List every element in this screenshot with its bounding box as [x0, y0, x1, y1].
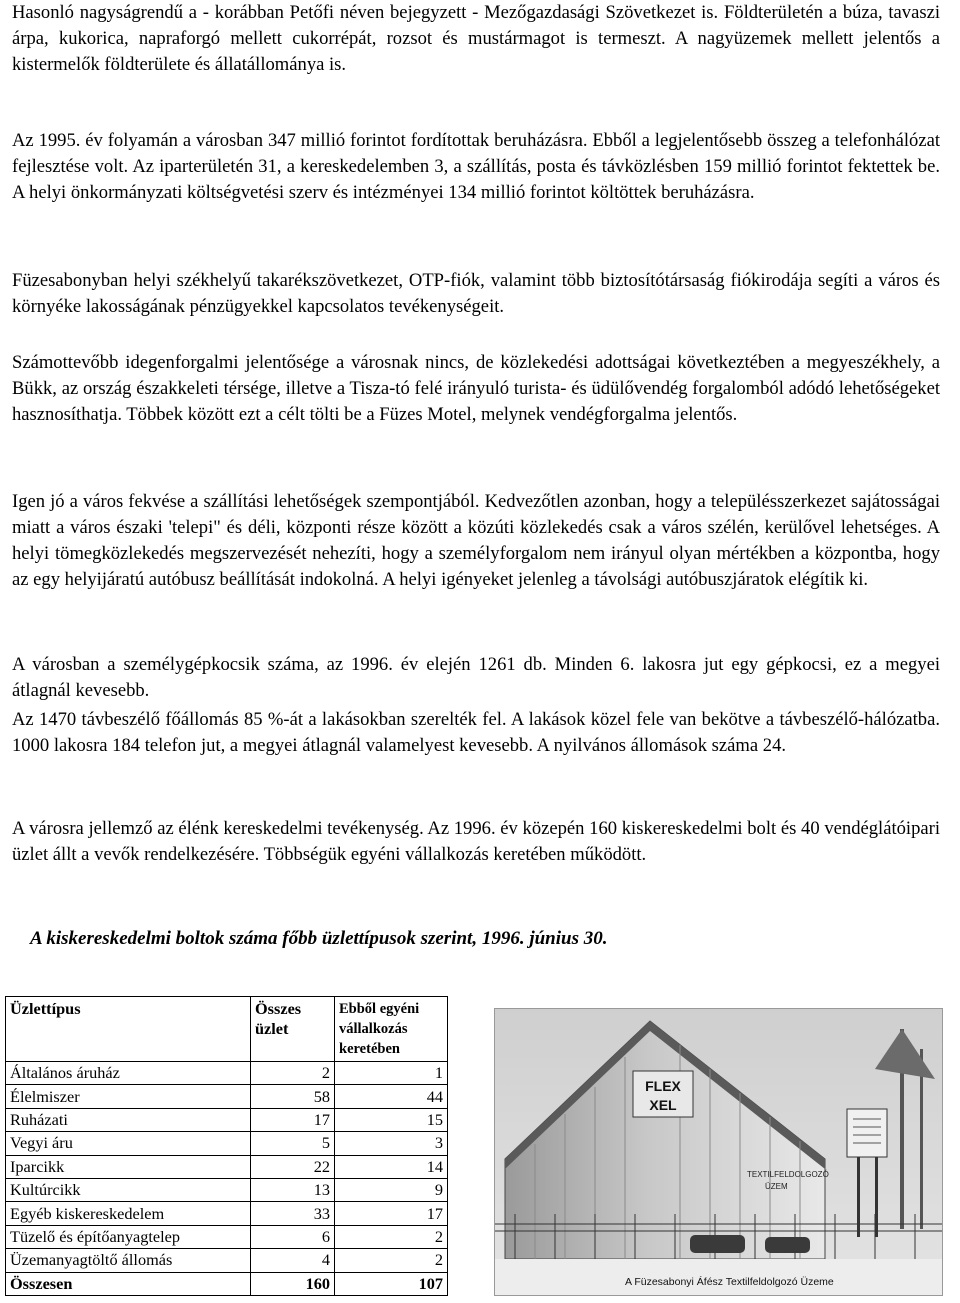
cell-individual: 3 — [335, 1132, 448, 1155]
stores-table — [5, 996, 448, 1296]
cell-total: 2 — [251, 1062, 335, 1085]
cell-individual: 9 — [335, 1178, 448, 1201]
cell-total-stores: 160 — [251, 1272, 335, 1295]
cell-total-individual: 107 — [335, 1272, 448, 1295]
header-total-stores: Összes üzlet — [251, 997, 335, 1062]
cell-type: Általános áruház — [6, 1062, 251, 1085]
table-row — [6, 1108, 448, 1131]
cell-type: Tüzelő és építőanyagtelep — [6, 1225, 251, 1248]
cell-individual: 1 — [335, 1062, 448, 1085]
table-row — [6, 1202, 448, 1225]
wall-text-2: ÜZEM — [765, 1182, 788, 1191]
paragraph-telephone: Az 1470 távbeszélő főállomás 85 %-át a lakásokban szerelték fel. A lakások közel fele van bekötve a távbeszélő-hálózatba. 1000 lakosra 184 telefon jut, a megyei átlagnál valamelyest kevesebb. A nyilvános állomások száma 24. — [12, 709, 940, 756]
table-row — [6, 1085, 448, 1108]
cell-total: 17 — [251, 1108, 335, 1131]
cell-type: Egyéb kiskereskedelem — [6, 1202, 251, 1225]
cell-total-label: Összesen — [6, 1272, 251, 1295]
cell-individual: 15 — [335, 1108, 448, 1131]
cell-total: 58 — [251, 1085, 335, 1108]
cell-type: Üzemanyagtöltő állomás — [6, 1249, 251, 1272]
table-row — [6, 1155, 448, 1178]
table-row — [6, 1225, 448, 1248]
cell-total: 33 — [251, 1202, 335, 1225]
table-row — [6, 1249, 448, 1272]
cell-total: 4 — [251, 1249, 335, 1272]
cell-individual: 14 — [335, 1155, 448, 1178]
cell-total: 5 — [251, 1132, 335, 1155]
header-individual-enterprise: Ebből egyéni vállalkozás keretében — [335, 997, 448, 1062]
factory-photo-drawing — [495, 1009, 942, 1295]
paragraph-cars: A városban a személygépkocsik száma, az 1996. év elején 1261 db. Minden 6. lakosra jut egy gépkocsi, ez a megyei átlagnál kevesebb. — [12, 654, 940, 701]
header-store-type: Üzlettípus — [6, 997, 251, 1062]
table-row — [6, 1178, 448, 1201]
wall-text-1: TEXTILFELDOLGOZÓ — [747, 1170, 829, 1179]
cell-type: Iparcikk — [6, 1155, 251, 1178]
paragraph-tourism: Számottevőbb idegenforgalmi jelentősége a városnak nincs, de közlekedési adottságai következtében a megyeszékhely, a Bükk, az ország északkeleti térsége, illetve a Tisza-tó felé irányuló turista- és üdülővendég forgalomból adódó lehetőségeket hasznosíthatja. Többek között ezt a célt tölti be a Füzes Motel, melynek vendégforgalma jelentős. — [12, 352, 940, 425]
cell-type: Kultúrcikk — [6, 1178, 251, 1201]
factory-photo — [494, 1008, 943, 1296]
sign-line-2: XEL — [649, 1097, 677, 1113]
table-row — [6, 1062, 448, 1085]
cell-total: 22 — [251, 1155, 335, 1178]
cell-type: Ruházati — [6, 1108, 251, 1131]
paragraph-finance: Füzesabonyban helyi székhelyű takarékszövetkezet, OTP-fiók, valamint több biztosítótársaság fiókirodája segíti a város és környéke lakosságának pénzügyekkel kapcsolatos tevékenységeit. — [12, 270, 940, 317]
table-header-row — [6, 997, 448, 1062]
cell-individual: 2 — [335, 1249, 448, 1272]
sign-line-1: FLEX — [645, 1078, 681, 1094]
paragraph-transport: Igen jó a város fekvése a szállítási lehetőségek szempontjából. Kedvezőtlen azonban, hogy a településszerkezet sajátosságai miatt a város északi 'telepi" és déli, központi része között a közúti közlekedés csak a város szélén, kerülővel lehetséges. A helyi tömegközlekedés megszervezését nehezíti, hogy a személyforgalom nem irányul olyan mértékben a központba, hogy az egy helyijáratú autóbusz beállítását indokolná. A helyi igényeket jelenleg a távolsági autóbuszjáratok elégítik ki. — [12, 491, 940, 590]
table-caption: A kiskereskedelmi boltok száma főbb üzlettípusok szerint, 1996. június 30. — [30, 928, 608, 949]
cell-total: 6 — [251, 1225, 335, 1248]
cell-total: 13 — [251, 1178, 335, 1201]
cell-individual: 17 — [335, 1202, 448, 1225]
table-row — [6, 1132, 448, 1155]
paragraph-commerce: A városra jellemző az élénk kereskedelmi tevékenység. Az 1996. év közepén 160 kiskereskedelmi bolt és 40 vendéglátóipari üzlet állt a vevők rendelkezésére. Többségük egyéni vállalkozás keretében működött. — [12, 818, 940, 865]
paragraph-agriculture: Hasonló nagyságrendű a - korábban Petőfi néven bejegyzett - Mezőgazdasági Szövetkezet is. Földterületén a búza, tavaszi árpa, kukorica, napraforgó mellett cukorrépát, rozsot és mustármagot is termeszt. A nagyüzemek mellett jelentős a kistermelők földterülete és állatállománya is. — [12, 2, 940, 75]
photo-caption: A Füzesabonyi Áfész Textilfeldolgozó Üzeme — [625, 1276, 834, 1288]
cell-type: Vegyi áru — [6, 1132, 251, 1155]
paragraph-investment: Az 1995. év folyamán a városban 347 millió forintot fordítottak beruházásra. Ebből a legjelentősebb összeg a telefonhálózat fejlesztése volt. Az iparterületén 31, a kereskedelemben 3, a szállítás, posta és távközlésben 159 millió forintot fektettek be. A helyi önkormányzati költségvetési szerv és intézményei 134 millió forintot költöttek beruházásra. — [12, 130, 940, 203]
cell-individual: 44 — [335, 1085, 448, 1108]
cell-type: Élelmiszer — [6, 1085, 251, 1108]
cell-individual: 2 — [335, 1225, 448, 1248]
flexxel-sign — [633, 1071, 693, 1117]
table-total-row — [6, 1272, 448, 1295]
